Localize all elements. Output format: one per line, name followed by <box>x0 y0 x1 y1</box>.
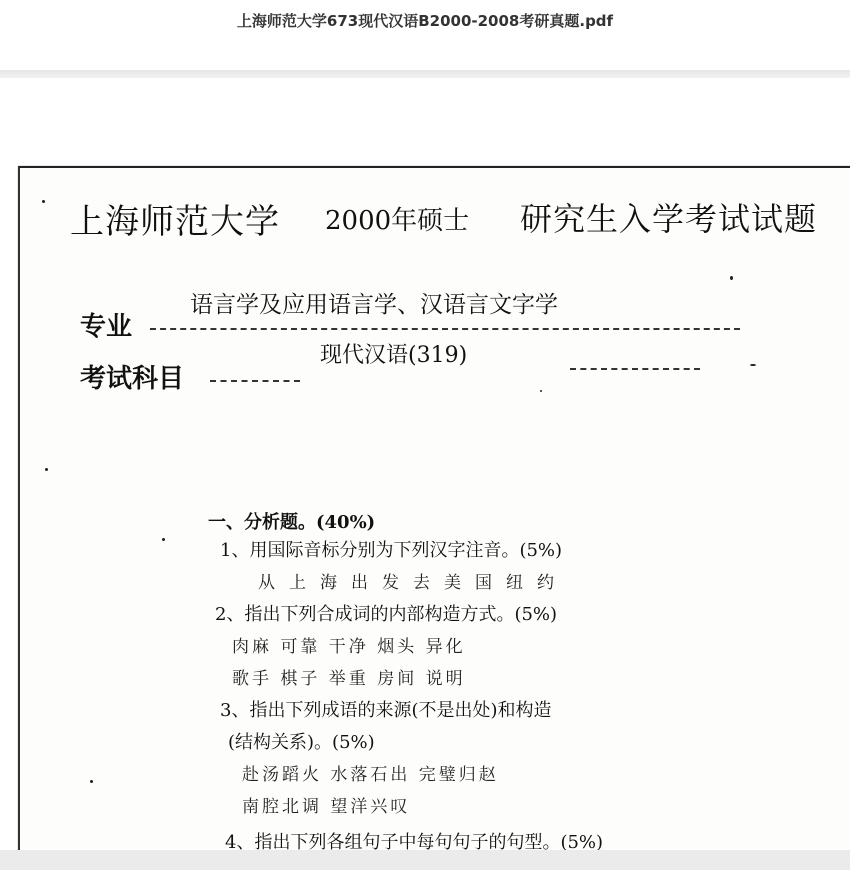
subject-label: 考试科目 <box>80 364 185 394</box>
question-1-items: 从上海出发去美国纽约 <box>258 573 568 593</box>
scanned-page <box>18 166 850 850</box>
subject-underline-right <box>570 368 700 370</box>
scan-speck <box>162 538 165 541</box>
question-3-items-1: 赴汤蹈火 水落石出 完璧归赵 <box>242 765 499 785</box>
question-3: 3、指出下列成语的来源(不是出处)和构造 <box>220 700 552 721</box>
exam-title: 研究生入学考试试题 <box>520 200 818 238</box>
question-2: 2、指出下列合成词的内部构造方式。(5%) <box>215 604 558 625</box>
header-divider <box>0 70 850 78</box>
question-1: 1、用国际音标分别为下列汉字注音。(5%) <box>220 540 563 561</box>
scan-speck <box>42 200 45 203</box>
major-label: 专业 <box>80 312 133 342</box>
question-4: 4、指出下列各组句子中每句句子的句型。(5%) <box>225 832 604 850</box>
subject-value: 现代汉语(319) <box>320 343 468 368</box>
scan-speck <box>540 390 542 392</box>
exam-year-degree: 2000年硕士 <box>325 206 470 236</box>
section-title: 一、分析题。(40%) <box>208 512 376 533</box>
subject-underline-left <box>210 380 300 382</box>
viewer-footer <box>0 850 850 870</box>
question-2-items-2: 歌手 棋子 举重 房间 说明 <box>232 669 466 689</box>
major-underline <box>150 328 740 330</box>
question-3-items-2: 南腔北调 望洋兴叹 <box>242 797 411 817</box>
document-title: 上海师范大学673现代汉语B2000-2008考研真题.pdf <box>236 12 614 30</box>
university-name: 上海师范大学 <box>70 202 280 242</box>
scan-speck <box>730 276 733 280</box>
scan-speck <box>750 364 756 366</box>
scan-speck <box>45 468 48 471</box>
question-2-items-1: 肉麻 可靠 干净 烟头 异化 <box>232 637 466 657</box>
viewer-header <box>0 0 850 72</box>
major-value: 语言学及应用语言学、汉语言文字学 <box>190 292 558 318</box>
scan-speck <box>90 780 93 783</box>
question-3-continued: (结构关系)。(5%) <box>228 732 375 753</box>
document-viewport[interactable] <box>0 78 850 850</box>
